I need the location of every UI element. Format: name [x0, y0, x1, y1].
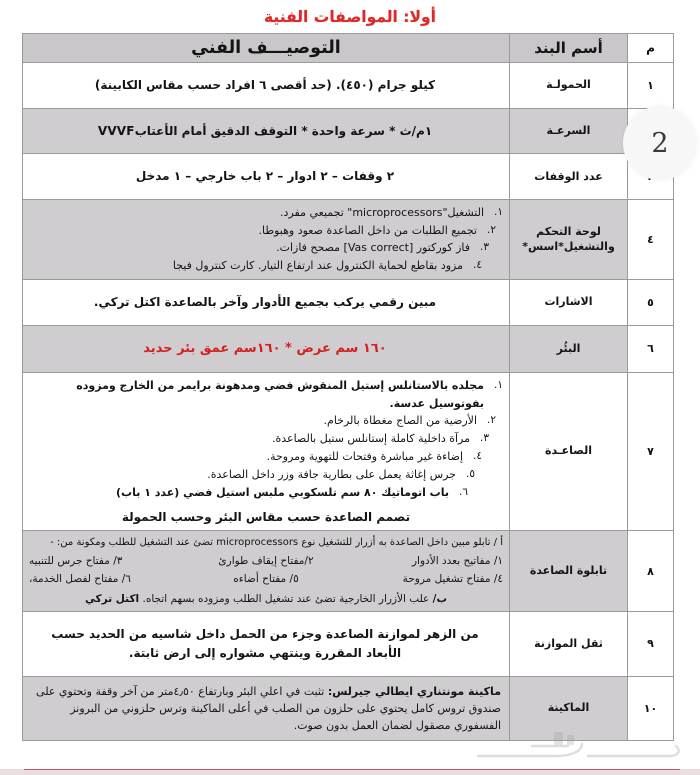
- description-list-item: [29, 377, 503, 413]
- list-item-text: مزود بقاطع لحماية الكنترول عند ارتفاع التيار. كارت كنترول فيجا: [172, 259, 463, 273]
- description-text: كيلو جرام (٤٥٠). (حد أقصى ٦ افراد حسب مقاس الكابينة): [94, 78, 436, 93]
- row-number: ٨: [628, 531, 674, 612]
- list-item-text: فاز كوركتور [Vas correct] مصحح فازات.: [276, 241, 470, 255]
- list-item-text: إضاءة غير مباشرة وفتحات للتهوية ومروحة.: [266, 450, 463, 464]
- row-technical-description: [23, 199, 510, 279]
- row-item-name: تابلوة الصاعدة: [510, 531, 628, 612]
- row-technical-description: [23, 154, 510, 200]
- column-header-number: م: [628, 34, 674, 63]
- row-number: ٧: [628, 372, 674, 530]
- panel-switch-item: ٣/ مفتاح جرس للتنبيه: [29, 555, 123, 568]
- list-item-ordinal: ١.: [494, 205, 503, 218]
- row-technical-description: [23, 108, 510, 154]
- list-item-text: باب اتوماتيك ٨٠ سم تلسكوبي ملبس استيل فضي (عدد ١ باب): [116, 485, 449, 499]
- row-number: ١: [628, 63, 674, 109]
- table-row: [23, 280, 674, 326]
- table-row: [23, 154, 674, 200]
- list-item-ordinal: ١.: [494, 378, 503, 391]
- list-item-ordinal: ٣.: [480, 432, 489, 445]
- list-item-text: التشغيل"microprocessors" تجميعي مفرد.: [280, 205, 484, 219]
- list-item-text: جرس إغاثة يعمل على بطارية جافة وزر داخل الصاعدة.: [207, 467, 456, 481]
- row-technical-description: [23, 325, 510, 372]
- row-item-name: الماكينة: [510, 676, 628, 740]
- description-text: ١م/ث * سرعة واحدة * التوقف الدقيق أمام الأعتابVVVF: [97, 123, 433, 138]
- row-number: ٩: [628, 612, 674, 676]
- panel-switch-item: ٦/ مفتاح لفصل الخدمة،: [29, 573, 131, 586]
- row-item-name: لوحة التحكم والتشغيل*اسس*: [510, 199, 628, 279]
- description-list: [29, 204, 503, 275]
- specifications-table-container: [22, 33, 674, 741]
- row-technical-description: [23, 63, 510, 109]
- panel-switch-item: ٤/ مفتاح تشغيل مروحة: [402, 573, 503, 586]
- description-paragraph: [29, 681, 503, 736]
- description-list-item: [29, 239, 503, 257]
- row-item-name: البئُر: [510, 325, 628, 372]
- description-list-item: [29, 257, 503, 275]
- description-list-item: [29, 448, 503, 466]
- panel-outro-lead: ب/: [432, 592, 448, 605]
- column-header-item-name: أسم البند: [510, 34, 628, 63]
- row-item-name: الصاعـدة: [510, 372, 628, 530]
- page-bottom-rule: [24, 769, 680, 770]
- row-number: ١٠: [628, 676, 674, 740]
- description-text: ٢ وقفات – ٢ ادوار – ٢ باب خارجي – ١ مدخل: [135, 169, 395, 184]
- description-text-highlighted: ١٦٠ سم عرض * ١٦٠سم عمق بئر حديد: [143, 340, 387, 356]
- table-row: [23, 676, 674, 740]
- list-item-text: مجلده بالاستانلس إستيل المنقوش فضي ومدهونة برايمر من الخارج ومزوده بفوتوسيل عدسة.: [76, 378, 484, 410]
- panel-outro-text: علب الأزرار الخارجية تضئ عند تشغيل الطلب ومزوده بسهم اتجاه.: [139, 592, 433, 605]
- page-title: أولا: المواصفات الفنية: [264, 8, 436, 26]
- panel-switch-item: ٥/ مفتاح أضاءه: [233, 573, 299, 586]
- description-lead: ماكينة مونتناري ايطالي جيرلس:: [327, 684, 501, 698]
- specifications-table: [22, 33, 674, 741]
- list-item-text: الأرضية من الصاج مغطاة بالرخام.: [323, 414, 477, 428]
- table-body: [23, 63, 674, 741]
- table-row: [23, 325, 674, 372]
- row-item-name: الاشارات: [510, 280, 628, 326]
- description-note: تصمم الصاعدة حسب مقاس البئر وحسب الحمولة: [121, 509, 411, 524]
- description-list-item: [29, 204, 503, 222]
- description-text: مبين رقمي يركب بجميع الأدوار وآخر بالصاعدة اكتل تركي.: [93, 295, 437, 310]
- list-item-ordinal: ٢.: [487, 223, 496, 236]
- row-number: ٤: [628, 199, 674, 279]
- row-number: ٦: [628, 325, 674, 372]
- list-item-ordinal: ٥.: [466, 467, 475, 480]
- row-item-name: الحمولـة: [510, 63, 628, 109]
- table-row: [23, 531, 674, 612]
- table-row: [23, 372, 674, 530]
- page-number-badge-value: 2: [651, 127, 669, 159]
- list-item-text: مرآة داخلية كاملة إستانلس ستيل بالصاعدة.: [271, 432, 470, 446]
- row-item-name: ثقل الموازنة: [510, 612, 628, 676]
- column-header-technical-description: التوصيـــف الفني: [23, 34, 510, 63]
- description-text: من الزهر لموازنة الصاعدة وجزء من الحمل داخل شاسيه من الحديد حسب الأبعاد المقررة وينتهي مشواره إلى ارض ثابتة.: [51, 627, 479, 660]
- panel-switch-list: [29, 553, 503, 588]
- row-number: ٥: [628, 280, 674, 326]
- list-item-ordinal: ٣.: [480, 241, 489, 254]
- panel-switch-item: ٢/مفتاح إيقاف طوارئ: [218, 555, 314, 568]
- description-list-item: [29, 222, 503, 240]
- panel-outro-tail: اكتل تركي: [84, 592, 140, 605]
- description-list-item: [29, 484, 503, 502]
- description-text: تثبت في اعلي البئر وبارتفاع ٤٫٥٠متر من آخر وقفة وتحتوي على صندوق تروس كامل يحتوي على حلزون من الصلب في أعلى الماكينة وترس حلزوني من البرونز الفسفوري مصقول لضمان العمل بدون صوت.: [36, 684, 501, 732]
- page-number-badge: [623, 106, 697, 180]
- panel-intro-text: أ / تابلو مبين داخل الصاعدة به أزرار للتشغيل نوع microprocessors تضئ عند التشغيل للطلب ومكونة من: -: [50, 537, 503, 549]
- list-item-ordinal: ٤.: [473, 450, 482, 463]
- description-list: [29, 377, 503, 502]
- list-item-ordinal: ٤.: [473, 259, 482, 272]
- row-technical-description: [23, 531, 510, 612]
- row-technical-description: [23, 372, 510, 530]
- description-list-item: [29, 466, 503, 484]
- description-list-item: [29, 412, 503, 430]
- row-technical-description: [23, 280, 510, 326]
- table-header-row: [23, 34, 674, 63]
- list-item-text: تجميع الطلبات من داخل الصاعدة صعود وهبوطا.: [258, 223, 477, 237]
- panel-outro: [29, 592, 503, 608]
- row-item-name: السرعـة: [510, 108, 628, 154]
- list-item-ordinal: ٦.: [459, 485, 468, 498]
- table-row: [23, 63, 674, 109]
- table-row: [23, 108, 674, 154]
- list-item-ordinal: ٢.: [487, 414, 496, 427]
- table-row: [23, 199, 674, 279]
- description-list-item: [29, 430, 503, 448]
- panel-switch-item: ١/ مفاتيح بعدد الأدوار: [411, 555, 503, 568]
- row-technical-description: [23, 676, 510, 740]
- row-technical-description: [23, 612, 510, 676]
- row-item-name: عدد الوقفات: [510, 154, 628, 200]
- table-row: [23, 612, 674, 676]
